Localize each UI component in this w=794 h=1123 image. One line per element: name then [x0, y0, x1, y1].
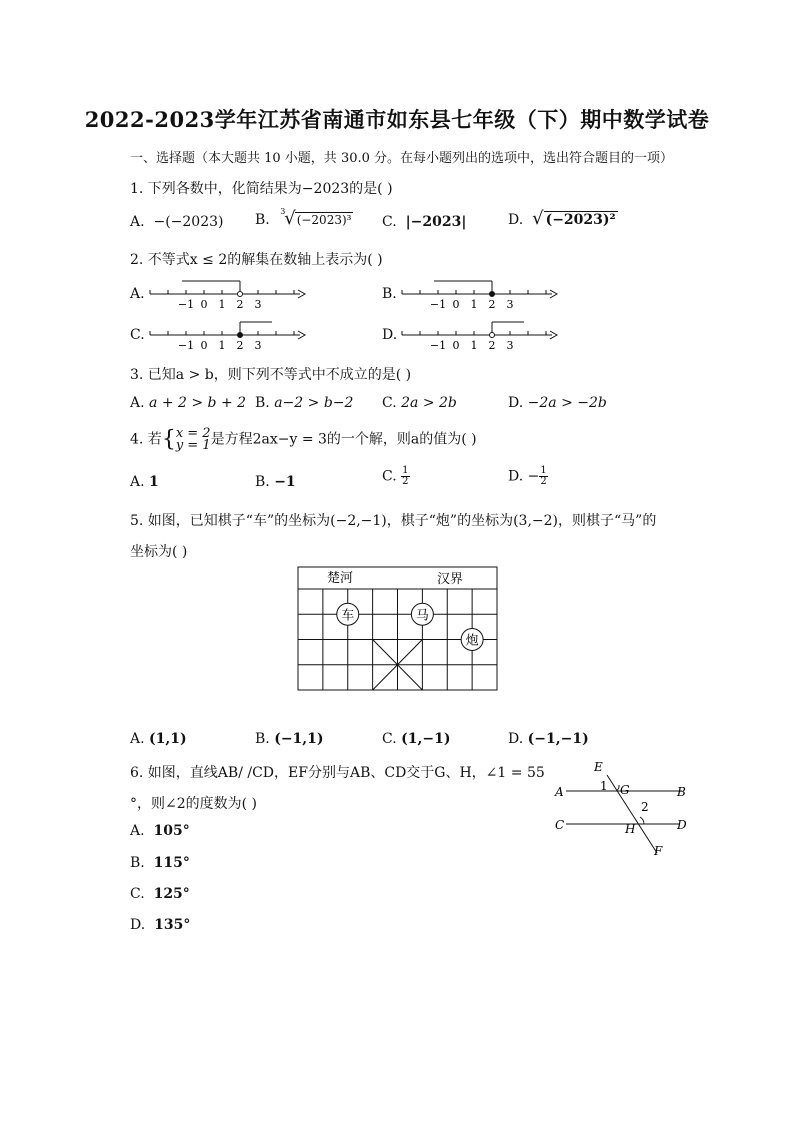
fraction — [539, 466, 547, 487]
q3-option-c[interactable] — [382, 395, 457, 411]
q3-option-b[interactable] — [255, 395, 353, 411]
option-label: A. — [130, 823, 145, 839]
option-text: 135° — [154, 917, 191, 933]
minus-sign: − — [527, 468, 540, 485]
radicand: (−2023)³ — [296, 213, 352, 227]
option-label: A. — [130, 395, 145, 411]
option-label: D. — [508, 468, 524, 485]
option-label: B. — [255, 474, 270, 490]
board-pieces — [337, 603, 483, 650]
option-label: D. — [130, 917, 146, 933]
tick-label: 3 — [506, 339, 514, 352]
option-label: B. — [255, 212, 270, 228]
label-c: C — [555, 818, 565, 832]
option-text: (−1,−1) — [527, 731, 589, 747]
tick-label: 2 — [488, 339, 496, 352]
q5-option-b[interactable] — [255, 731, 324, 747]
system-line-2: y = 1 — [175, 437, 211, 453]
option-text: (1,1) — [149, 731, 187, 747]
option-text: 2a > 2b — [401, 395, 457, 411]
q4-option-a[interactable] — [130, 474, 159, 490]
q6-stem-line1: 6. 如图，直线AB/ /CD，EF分别与AB、CD交于G、H，∠1 = 55 — [130, 765, 545, 781]
river-label-left: 楚河 — [327, 571, 354, 586]
chess-piece-label: 炮 — [465, 633, 479, 649]
q6-option-b[interactable] — [130, 855, 190, 871]
q5-option-d[interactable] — [508, 731, 589, 747]
q2-option-d-label[interactable]: D. — [382, 327, 398, 343]
denominator: 2 — [540, 476, 547, 487]
q3-stem: 3. 已知a > b，则下列不等式中不成立的是( ) — [130, 367, 412, 383]
q2-option-a-label[interactable]: A. — [130, 286, 145, 302]
chess-piece-label: 车 — [341, 608, 355, 624]
q6-option-c[interactable] — [130, 886, 190, 902]
option-text: (−1,1) — [274, 731, 324, 747]
tick-label: −1 — [177, 298, 195, 311]
tick-label: 1 — [218, 298, 226, 311]
q5-stem-line1: 5. 如图，已知棋子“车”的坐标为(−2,−1)，棋子“炮”的坐标为(3,−2)，则棋子“马”的 — [130, 513, 657, 529]
q1-option-a[interactable] — [130, 214, 223, 230]
q4-stem — [130, 427, 477, 452]
label-angle-2: 2 — [641, 800, 649, 814]
q4-prefix: 4. 若 — [130, 431, 162, 448]
option-text: 105° — [153, 823, 190, 839]
denominator: 2 — [402, 476, 409, 487]
option-label: B. — [130, 855, 145, 871]
tick-label: 3 — [506, 298, 514, 311]
page-title: 2022-2023学年江苏省南通市如东县七年级（下）期中数学试卷 — [84, 107, 710, 132]
q2-number-line-c — [148, 319, 313, 355]
tick-label: 3 — [254, 339, 262, 352]
section-header: 一、选择题（本大题共 10 小题，共 30.0 分。在每小题列出的选项中，选出符合题目的一项） — [130, 151, 674, 166]
chess-board-figure — [297, 566, 499, 692]
river-label-right: 汉界 — [437, 572, 464, 587]
option-text: 115° — [153, 855, 190, 871]
option-label: B. — [255, 395, 270, 411]
option-text: |−2023| — [405, 214, 467, 230]
line-ef — [607, 775, 657, 853]
label-h: H — [625, 822, 636, 836]
q5-stem-line2: 坐标为( ) — [130, 544, 188, 560]
tick-label: 1 — [218, 339, 226, 352]
q2-number-line-b — [400, 278, 565, 314]
option-label: C. — [130, 886, 145, 902]
tick-label: 1 — [470, 339, 478, 352]
q5-option-c[interactable] — [382, 731, 450, 747]
q2-number-line-a — [148, 278, 313, 314]
label-a: A — [555, 785, 564, 799]
tick-label: −1 — [429, 339, 447, 352]
tick-label: 2 — [488, 298, 496, 311]
q2-number-line-d — [400, 319, 565, 355]
option-text: −2a > −2b — [527, 395, 607, 411]
option-label: C. — [382, 731, 397, 747]
label-angle-1: 1 — [600, 779, 608, 793]
option-label: D. — [508, 212, 524, 228]
tick-label: −1 — [429, 298, 447, 311]
option-label: D. — [508, 731, 524, 747]
q6-option-a[interactable] — [130, 823, 190, 839]
endpoint-dot — [238, 292, 243, 297]
q3-option-d[interactable] — [508, 395, 607, 411]
label-f: F — [654, 844, 663, 858]
q2-option-c-label[interactable]: C. — [130, 327, 145, 343]
q6-stem-line2: °，则∠2的度数为( ) — [130, 796, 258, 812]
brace-icon: { — [161, 427, 176, 452]
q1-option-d[interactable] — [508, 208, 618, 229]
q6-option-d[interactable] — [130, 917, 190, 933]
label-b: B — [677, 785, 686, 799]
sqrt-radical-icon: √ — [532, 208, 544, 229]
label-g: G — [620, 783, 630, 797]
q4-suffix: 是方程2ax−y = 3的一个解，则a的值为( ) — [210, 431, 477, 448]
numerator: 1 — [402, 465, 409, 476]
tick-label: 3 — [254, 298, 262, 311]
tick-label: 0 — [200, 298, 208, 311]
q4-option-b[interactable] — [255, 474, 296, 490]
option-label: A. — [130, 214, 145, 230]
numerator: 1 — [540, 465, 547, 476]
endpoint-dot — [490, 333, 495, 338]
option-text: −(−2023) — [153, 214, 224, 230]
option-text: a + 2 > b + 2 — [149, 395, 247, 411]
q5-option-a[interactable] — [130, 731, 187, 747]
q4-option-d[interactable] — [508, 466, 548, 487]
q1-option-c[interactable] — [382, 214, 466, 230]
angle-2-arc — [640, 817, 644, 824]
option-text: −1 — [274, 474, 296, 490]
fraction — [401, 466, 409, 487]
endpoint-dot — [238, 333, 243, 338]
tick-label: −1 — [177, 339, 195, 352]
option-label: C. — [382, 214, 397, 230]
q4-system — [175, 425, 211, 453]
system-line-1: x = 2 — [175, 425, 211, 441]
parallel-lines-figure — [550, 760, 700, 865]
option-label: A. — [130, 474, 145, 490]
option-text: a−2 > b−2 — [274, 395, 354, 411]
tick-label: 0 — [452, 339, 460, 352]
option-label: D. — [508, 395, 524, 411]
option-text: (1,−1) — [401, 731, 451, 747]
tick-label: 0 — [200, 339, 208, 352]
radicand: (−2023)² — [545, 212, 616, 228]
option-label: C. — [382, 468, 397, 485]
q4-option-c[interactable] — [382, 466, 410, 487]
q2-option-b-label[interactable]: B. — [382, 286, 397, 302]
q1-stem: 1. 下列各数中，化简结果为−2023的是( ) — [130, 181, 393, 197]
q2-stem: 2. 不等式x ≤ 2的解集在数轴上表示为( ) — [130, 252, 383, 268]
q3-option-a[interactable] — [130, 395, 246, 411]
label-e: E — [594, 760, 603, 774]
option-text: 125° — [153, 886, 190, 902]
tick-label: 1 — [470, 298, 478, 311]
cube-root-radical: 3 √(−2023)³ — [280, 207, 352, 229]
q1-option-b[interactable] — [255, 208, 350, 229]
option-label: C. — [382, 395, 397, 411]
tick-label: 0 — [452, 298, 460, 311]
endpoint-dot — [490, 292, 495, 297]
tick-label: 2 — [236, 339, 244, 352]
option-label: B. — [255, 731, 270, 747]
option-text: 1 — [149, 474, 159, 490]
tick-label: 2 — [236, 298, 244, 311]
chess-piece-label: 马 — [415, 608, 429, 624]
label-d: D — [677, 818, 687, 832]
option-label: A. — [130, 731, 145, 747]
